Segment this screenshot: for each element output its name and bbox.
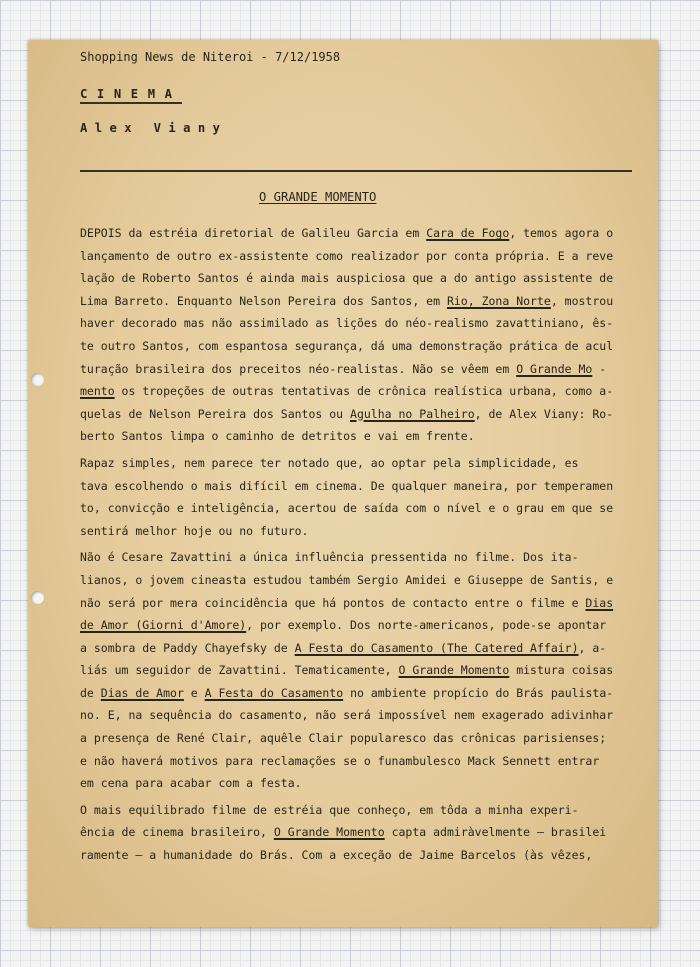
text-line bbox=[80, 772, 640, 795]
text-segment: lianos, o jovem cineasta estudou também Sergio Amidei e Giuseppe de Santis, e bbox=[80, 572, 614, 587]
text-line bbox=[80, 222, 640, 245]
text-segment: sentirá melhor hoje ou no futuro. bbox=[80, 523, 309, 538]
text-segment: , mostrou bbox=[550, 293, 614, 308]
text-line bbox=[80, 614, 640, 637]
text-segment: O mais equilibrado filme de estréia que conheço, em tôda a minha experi- bbox=[80, 802, 579, 817]
text-segment: e não haverá motivos para reclamações se o funambulesco Mack Sennett entrar bbox=[80, 753, 600, 768]
text-line bbox=[80, 682, 640, 705]
text-line bbox=[80, 452, 640, 475]
text-segment: , de Alex Viany: Ro- bbox=[474, 406, 614, 421]
film-title-underlined: O Grande Momento bbox=[398, 663, 510, 678]
text-line bbox=[80, 844, 640, 867]
header-divider bbox=[80, 170, 632, 172]
film-title-underlined: A Festa do Casamento bbox=[204, 685, 344, 700]
text-line bbox=[80, 403, 640, 426]
film-title-underlined: mento bbox=[80, 384, 115, 399]
text-segment: lançamento de outro ex-assistente como realizador por conta própria. E a reve bbox=[80, 248, 614, 263]
article-body bbox=[80, 222, 640, 867]
text-segment: ência de cinema brasileiro, bbox=[80, 825, 274, 840]
text-segment: no ambiente propício do Brás paulista- bbox=[343, 685, 614, 700]
film-title-underlined: O Grande Mo bbox=[516, 361, 593, 376]
text-line bbox=[80, 425, 640, 448]
text-segment: quelas de Nelson Pereira dos Santos ou bbox=[80, 406, 351, 421]
text-line bbox=[80, 358, 640, 381]
film-title-underlined: A Festa do Casamento (The Catered Affair) bbox=[294, 640, 579, 655]
text-segment: haver decorado mas não assimilado as lições do néo-realismo zavattiniano, ês- bbox=[80, 316, 614, 331]
film-title-underlined: Dias bbox=[585, 595, 614, 610]
text-segment: capta admiràvelmente — brasilei bbox=[384, 825, 607, 840]
section-label: CINEMA bbox=[80, 87, 182, 104]
text-segment: , temos agora o bbox=[509, 226, 614, 240]
text-segment: no. E, na sequência do casamento, não será impossível nem exagerado adivinhar bbox=[80, 708, 614, 723]
text-line bbox=[80, 704, 640, 727]
text-segment: turação brasileira dos preceitos néo-realistas. Não se vêem em bbox=[80, 361, 517, 376]
text-segment: a presença de René Clair, aquêle Clair popularesco das crônicas parisienses; bbox=[80, 731, 607, 746]
text-line bbox=[80, 659, 640, 682]
text-line bbox=[80, 290, 640, 313]
newspaper-header: Shopping News de Niteroi - 7/12/1958 bbox=[80, 50, 341, 64]
text-segment: liás um seguidor de Zavattini. Tematicamente, bbox=[80, 663, 399, 678]
text-segment: to, convicção e inteligência, acertou de saída com o nível e o grau em que se bbox=[80, 501, 614, 516]
text-line bbox=[80, 520, 640, 543]
text-segment: a sombra de Paddy Chayefsky de bbox=[80, 640, 295, 655]
text-segment: e bbox=[183, 685, 205, 700]
text-line bbox=[80, 245, 640, 268]
text-line bbox=[80, 497, 640, 520]
text-line bbox=[80, 799, 640, 822]
text-segment: tava escolhendo o mais difícil em cinema. De qualquer maneira, por temperamen bbox=[80, 478, 614, 493]
text-line bbox=[80, 267, 640, 290]
text-segment: , a- bbox=[578, 640, 607, 655]
film-title-underlined: Agulha no Palheiro bbox=[350, 406, 475, 421]
punch-hole-bottom bbox=[31, 591, 44, 604]
text-segment: , por exemplo. Dos norte-americanos, pode-se apontar bbox=[246, 618, 607, 633]
text-segment: não será por mera coincidência que há pontos de contacto entre o filme e bbox=[80, 595, 586, 610]
text-segment: ramente — a humanidade do Brás. Com a exceção de Jaime Barcelos (às vêzes, bbox=[80, 848, 593, 863]
text-segment: DEPOIS da estréia diretorial de Galileu Garcia em bbox=[80, 226, 427, 240]
text-line bbox=[80, 727, 640, 750]
author-name: Alex Viany bbox=[80, 121, 228, 135]
film-title-underlined: Rio, Zona Norte bbox=[446, 293, 551, 308]
film-title-underlined: Cara de Fogo bbox=[426, 226, 510, 240]
text-line bbox=[80, 821, 640, 844]
text-line bbox=[80, 380, 640, 403]
text-segment: berto Santos limpa o caminho de detritos e vai em frente. bbox=[80, 429, 475, 444]
text-segment: lação de Roberto Santos é ainda mais auspiciosa que a do antigo assistente de bbox=[80, 271, 614, 286]
punch-hole-top bbox=[31, 373, 44, 386]
text-segment: Rapaz simples, nem parece ter notado que, ao optar pela simplicidade, es bbox=[80, 455, 579, 470]
film-title-underlined: O Grande Momento bbox=[273, 825, 385, 840]
text-segment: mistura coisas bbox=[509, 663, 614, 678]
film-title-underlined: de Amor (Giorni d'Amore) bbox=[80, 618, 247, 633]
text-line bbox=[80, 750, 640, 773]
article-title: O GRANDE MOMENTO bbox=[259, 190, 377, 204]
text-line bbox=[80, 546, 640, 569]
text-line bbox=[80, 312, 640, 335]
text-segment: Não é Cesare Zavattini a única influência pressentida no filme. Dos ita- bbox=[80, 550, 579, 565]
text-line bbox=[80, 592, 640, 615]
text-segment: te outro Santos, com espantosa segurança, dá uma demonstração prática de acul bbox=[80, 338, 614, 353]
text-segment: em cena para acabar com a festa. bbox=[80, 776, 302, 791]
text-line bbox=[80, 335, 640, 358]
text-line bbox=[80, 569, 640, 592]
film-title-underlined: Dias de Amor bbox=[100, 685, 184, 700]
text-segment: - bbox=[592, 361, 607, 376]
text-segment: de bbox=[80, 685, 101, 700]
text-segment: Lima Barreto. Enquanto Nelson Pereira dos Santos, em bbox=[80, 293, 447, 308]
text-line bbox=[80, 475, 640, 498]
text-segment: os tropeções de outras tentativas de crônica realística urbana, como a- bbox=[114, 384, 614, 399]
text-line bbox=[80, 637, 640, 660]
